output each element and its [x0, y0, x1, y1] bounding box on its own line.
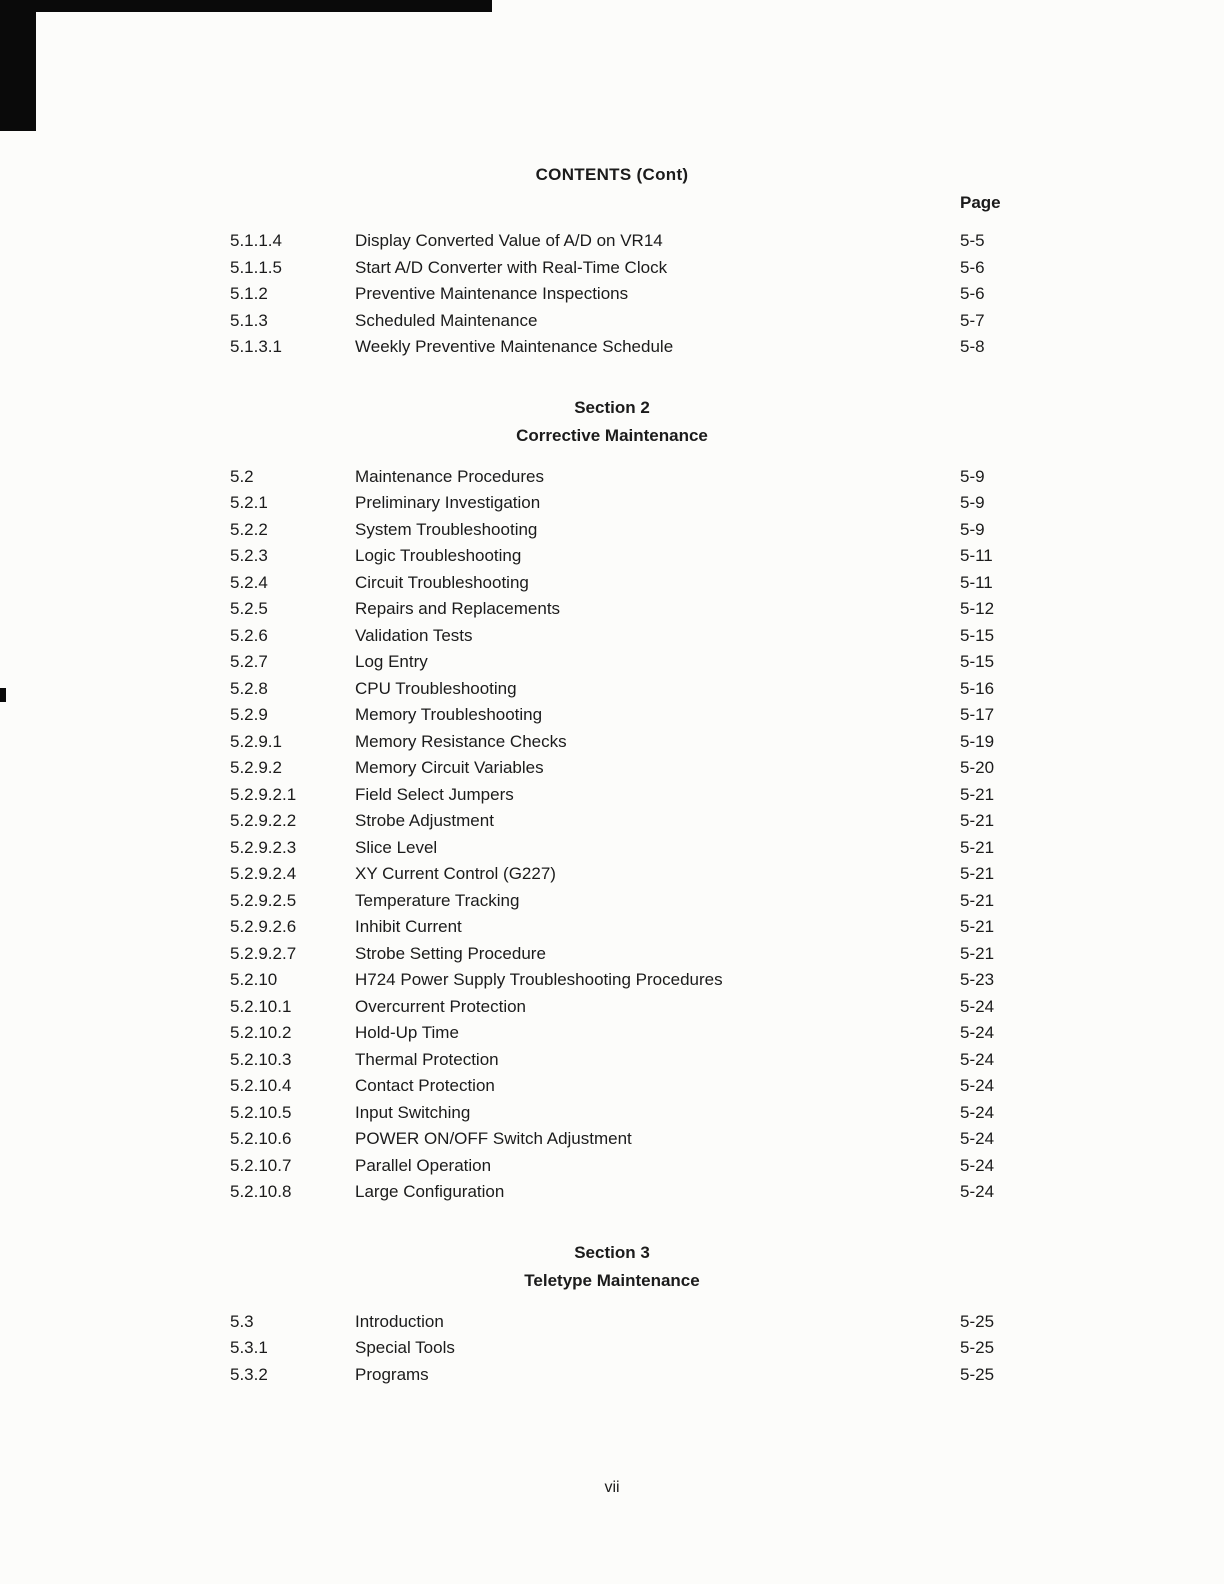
toc-entry-page: 5-21 [960, 837, 995, 857]
scan-artifact-top-strip [0, 0, 492, 12]
toc-entry-title: Introduction [355, 1311, 444, 1331]
section-subheading: Teletype Maintenance [524, 1270, 700, 1290]
toc-entry-number: 5.2.2 [230, 519, 268, 539]
toc-entry-title: System Troubleshooting [355, 519, 538, 539]
toc-entry-title: Programs [355, 1364, 429, 1384]
toc-row [0, 1047, 1224, 1074]
toc-entry-number: 5.1.3 [230, 310, 268, 330]
toc-entry-number: 5.2.10.3 [230, 1049, 292, 1069]
toc-row [0, 334, 1224, 361]
scan-artifact-left-nub [0, 688, 6, 702]
toc-entry-title: Memory Troubleshooting [355, 705, 543, 724]
toc-entry-page: 5-9 [960, 519, 985, 539]
toc-entry-title: XY Current Control (G227) [355, 864, 556, 883]
toc-entry-title: Weekly Preventive Maintenance Schedule [355, 337, 674, 356]
toc-entry-number: 5.2.10.7 [230, 1155, 292, 1175]
toc-entry-page: 5-15 [960, 625, 995, 645]
toc-entry-title: Validation Tests [355, 625, 473, 645]
toc-entry-title: Log Entry [355, 652, 428, 671]
toc-entry-number: 5.2.9.2.1 [230, 784, 297, 804]
toc-entry-number: 5.1.2 [230, 284, 268, 303]
toc-entry-title: Scheduled Maintenance [355, 310, 538, 330]
toc-entry-title: Strobe Setting Procedure [355, 943, 546, 963]
toc-entry-page: 5-24 [960, 1102, 995, 1122]
toc-entry-page: 5-21 [960, 811, 995, 830]
toc-row [0, 941, 1224, 968]
toc-entry-number: 5.1.1.4 [230, 231, 282, 250]
toc-entry-number: 5.2.4 [230, 572, 268, 592]
toc-row [0, 782, 1224, 809]
toc-entry-page: 5-21 [960, 784, 995, 804]
toc-entry-title: Overcurrent Protection [355, 996, 527, 1016]
toc-entry-title: Temperature Tracking [355, 890, 520, 910]
toc-entry-title: Input Switching [355, 1102, 471, 1122]
toc-entry-page: 5-11 [960, 546, 993, 565]
toc-entry-page: 5-24 [960, 1182, 995, 1201]
toc-entry-number: 5.3.1 [230, 1338, 268, 1357]
section-heading-block [0, 394, 1224, 450]
toc-entry-number: 5.2.7 [230, 652, 268, 671]
toc-entry-number: 5.2.10.5 [230, 1102, 292, 1122]
scan-artifact-corner-block [0, 0, 36, 131]
toc-row [0, 861, 1224, 888]
toc-entry-title: Special Tools [355, 1338, 455, 1357]
toc-entry-number: 5.2.10.6 [230, 1129, 292, 1148]
toc-entry-page: 5-11 [960, 572, 993, 592]
toc-entry-number: 5.2.10 [230, 970, 278, 989]
toc-entry-page: 5-6 [960, 257, 985, 277]
toc-entry-number: 5.2.10.4 [230, 1076, 292, 1095]
toc-entry-title: Parallel Operation [355, 1155, 492, 1175]
toc-row [0, 281, 1224, 308]
toc-entry-title: Inhibit Current [355, 917, 462, 936]
toc-entry-number: 5.2.10.8 [230, 1182, 292, 1201]
page-title: CONTENTS (Cont) [535, 165, 689, 184]
toc-entry-title: Circuit Troubleshooting [355, 572, 529, 592]
toc-entry-page: 5-9 [960, 466, 985, 486]
toc-entry-title: CPU Troubleshooting [355, 678, 517, 698]
toc-entry-page: 5-21 [960, 864, 995, 883]
toc-entry-title: Hold-Up Time [355, 1023, 459, 1042]
toc-entry-page: 5-19 [960, 731, 995, 751]
toc-row [0, 702, 1224, 729]
toc-entry-number: 5.2.9.1 [230, 731, 282, 751]
toc-entry-title: Memory Resistance Checks [355, 731, 567, 751]
toc-entry-page: 5-25 [960, 1364, 995, 1384]
toc-entry-page: 5-24 [960, 1049, 995, 1069]
toc-entry-title: Thermal Protection [355, 1049, 499, 1069]
toc-entry-title: POWER ON/OFF Switch Adjustment [355, 1129, 632, 1148]
toc-entry-number: 5.2.9.2.3 [230, 837, 297, 857]
toc-entry-page: 5-23 [960, 970, 995, 989]
toc-entry-page: 5-21 [960, 943, 995, 963]
toc-row [0, 623, 1224, 650]
toc-entry-title: Preliminary Investigation [355, 493, 541, 512]
toc-entry-number: 5.2.9.2.2 [230, 811, 297, 830]
toc-row [0, 808, 1224, 835]
toc-section-rows [0, 464, 1224, 1206]
page-column-header: Page [960, 193, 1001, 212]
toc-entry-number: 5.1.3.1 [230, 337, 282, 356]
toc-entry-page: 5-15 [960, 652, 995, 671]
toc-row [0, 835, 1224, 862]
toc-entry-page: 5-21 [960, 917, 995, 936]
page-number-footer: vii [604, 1479, 620, 1496]
toc-row [0, 967, 1224, 994]
toc-row [0, 914, 1224, 941]
toc-row [0, 1073, 1224, 1100]
toc-entry-title: Memory Circuit Variables [355, 758, 544, 777]
toc-entry-page: 5-6 [960, 284, 985, 303]
toc-entry-number: 5.2 [230, 466, 254, 486]
toc [0, 228, 1224, 1388]
toc-entry-number: 5.3.2 [230, 1364, 268, 1384]
toc-row [0, 676, 1224, 703]
toc-row [0, 570, 1224, 597]
toc-entry-page: 5-21 [960, 890, 995, 910]
toc-row [0, 255, 1224, 282]
toc-entry-page: 5-8 [960, 337, 985, 356]
toc-entry-number: 5.2.10.1 [230, 996, 292, 1016]
toc-row [0, 1362, 1224, 1389]
toc-entry-title: Repairs and Replacements [355, 599, 561, 618]
toc-entry-number: 5.2.9.2.7 [230, 943, 297, 963]
toc-entry-page: 5-24 [960, 1023, 995, 1042]
section-heading-block [0, 1239, 1224, 1295]
toc-row [0, 1126, 1224, 1153]
toc-section-rows [0, 228, 1224, 361]
toc-entry-page: 5-25 [960, 1338, 995, 1357]
toc-row [0, 888, 1224, 915]
toc-entry-title: Slice Level [355, 837, 438, 857]
toc-entry-number: 5.3 [230, 1311, 254, 1331]
toc-row [0, 649, 1224, 676]
toc-row [0, 596, 1224, 623]
section-heading: Section 3 [574, 1242, 650, 1262]
toc-entry-number: 5.2.9 [230, 705, 268, 724]
toc-entry-number: 5.2.9.2 [230, 758, 282, 777]
toc-entry-number: 5.2.9.2.4 [230, 864, 297, 883]
toc-entry-number: 5.2.1 [230, 493, 268, 512]
toc-row [0, 994, 1224, 1021]
toc-row [0, 1020, 1224, 1047]
toc-entry-number: 5.2.9.2.5 [230, 890, 297, 910]
toc-entry-page: 5-17 [960, 705, 995, 724]
toc-entry-page: 5-5 [960, 231, 985, 250]
toc-entry-title: Preventive Maintenance Inspections [355, 284, 629, 303]
toc-entry-page: 5-9 [960, 493, 985, 512]
toc-entry-number: 5.2.8 [230, 678, 268, 698]
toc-entry-page: 5-24 [960, 996, 995, 1016]
toc-entry-title: H724 Power Supply Troubleshooting Procedures [355, 970, 723, 989]
toc-entry-number: 5.2.9.2.6 [230, 917, 297, 936]
toc-entry-number: 5.2.10.2 [230, 1023, 292, 1042]
toc-entry-page: 5-7 [960, 310, 985, 330]
toc-row [0, 490, 1224, 517]
toc-row [0, 517, 1224, 544]
section-subheading: Corrective Maintenance [516, 425, 708, 445]
toc-entry-title: Start A/D Converter with Real-Time Clock [355, 257, 668, 277]
toc-row [0, 228, 1224, 255]
toc-entry-title: Field Select Jumpers [355, 784, 514, 804]
toc-entry-page: 5-24 [960, 1076, 995, 1095]
section-heading: Section 2 [574, 397, 650, 417]
toc-row [0, 755, 1224, 782]
toc-entry-title: Logic Troubleshooting [355, 546, 522, 565]
toc-row [0, 464, 1224, 491]
toc-row [0, 1309, 1224, 1336]
toc-entry-page: 5-12 [960, 599, 995, 618]
toc-entry-title: Strobe Adjustment [355, 811, 494, 830]
toc-entry-page: 5-20 [960, 758, 995, 777]
toc-row [0, 1179, 1224, 1206]
toc-row [0, 1100, 1224, 1127]
toc-entry-number: 5.2.3 [230, 546, 268, 565]
toc-entry-number: 5.1.1.5 [230, 257, 282, 277]
toc-entry-page: 5-25 [960, 1311, 995, 1331]
toc-entry-title: Large Configuration [355, 1182, 505, 1201]
toc-row [0, 1153, 1224, 1180]
toc-row [0, 1335, 1224, 1362]
toc-entry-number: 5.2.6 [230, 625, 268, 645]
toc-entry-number: 5.2.5 [230, 599, 268, 618]
toc-entry-page: 5-16 [960, 678, 995, 698]
toc-entry-page: 5-24 [960, 1129, 995, 1148]
toc-entry-title: Contact Protection [355, 1076, 495, 1095]
toc-entry-title: Display Converted Value of A/D on VR14 [355, 231, 663, 250]
toc-entry-page: 5-24 [960, 1155, 995, 1175]
toc-entry-title: Maintenance Procedures [355, 466, 545, 486]
toc-section-rows [0, 1309, 1224, 1389]
toc-row [0, 729, 1224, 756]
toc-row [0, 308, 1224, 335]
toc-row [0, 543, 1224, 570]
